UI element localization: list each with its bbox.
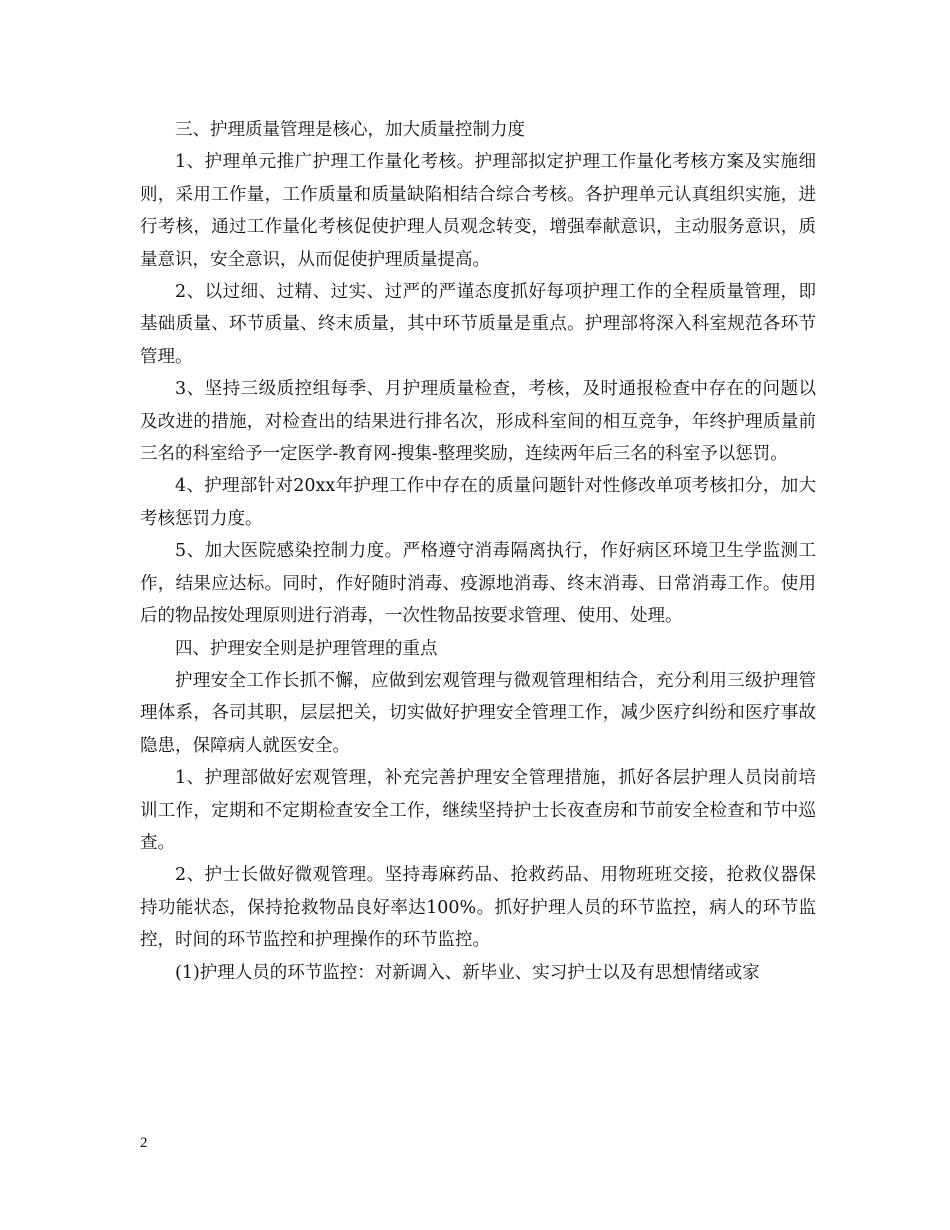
document-body bbox=[140, 114, 816, 989]
paragraph-quality-2: 2、以过细、过精、过实、过严的严谨态度抓好每项护理工作的全程质量管理，即基础质量、环节质量、终末质量，其中环节质量是重点。护理部将深入科室规范各环节管理。 bbox=[140, 282, 816, 367]
paragraph-safety-1: 1、护理部做好宏观管理，补充完善护理安全管理措施，抓好各层护理人员岗前培训工作，定期和不定期检查安全工作，继续坚持护士长夜查房和节前安全检查和节中巡查。 bbox=[140, 768, 816, 853]
paragraph-safety-2-1: (1)护理人员的环节监控：对新调入、新毕业、实习护士以及有思想情绪或家 bbox=[175, 962, 760, 983]
paragraph-safety-2: 2、护士长做好微观管理。坚持毒麻药品、抢救药品、用物班班交接，抢救仪器保持功能状态，保持抢救物品良好率达100%。抓好护理人员的环节监控，病人的环节监控，时间的环节监控和护理操作的环节监控。 bbox=[140, 865, 816, 951]
page-number: 2 bbox=[140, 1135, 148, 1151]
paragraph-quality-1: 1、护理单元推广护理工作量化考核。护理部拟定护理工作量化考核方案及实施细则，采用工作量，工作质量和质量缺陷相结合综合考核。各护理单元认真组织实施，进行考核，通过工作量化考核促使护理人员观念转变，增强奉献意识，主动服务意识，质量意识，安全意识，从而促使护理质量提高。 bbox=[140, 152, 816, 270]
paragraph-safety-intro: 护理安全工作长抓不懈，应做到宏观管理与微观管理相结合，充分利用三级护理管理体系，各司其职，层层把关，切实做好护理安全管理工作，减少医疗纠纷和医疗事故隐患，保障病人就医安全。 bbox=[140, 670, 816, 756]
paragraph-quality-5: 5、加大医院感染控制力度。严格遵守消毒隔离执行，作好病区环境卫生学监测工作，结果应达标。同时，作好随时消毒、疫源地消毒、终末消毒、日常消毒工作。使用后的物品按处理原则进行消毒，一次性物品按要求管理、使用、处理。 bbox=[140, 541, 816, 627]
section-heading-quality: 三、护理质量管理是核心，加大质量控制力度 bbox=[175, 120, 525, 140]
paragraph-quality-4: 4、护理部针对20xx年护理工作中存在的质量问题针对性修改单项考核扣分，加大考核惩罚力度。 bbox=[140, 476, 816, 529]
section-heading-safety: 四、护理安全则是护理管理的重点 bbox=[175, 638, 438, 659]
paragraph-quality-3: 3、坚持三级质控组每季、月护理质量检查，考核，及时通报检查中存在的问题以及改进的措施，对检查出的结果进行排名次，形成科室间的相互竞争，年终护理质量前三名的科室给予一定医学-教育网-搜集-整理奖励，连续两年后三名的科室予以惩罚。 bbox=[140, 379, 816, 465]
